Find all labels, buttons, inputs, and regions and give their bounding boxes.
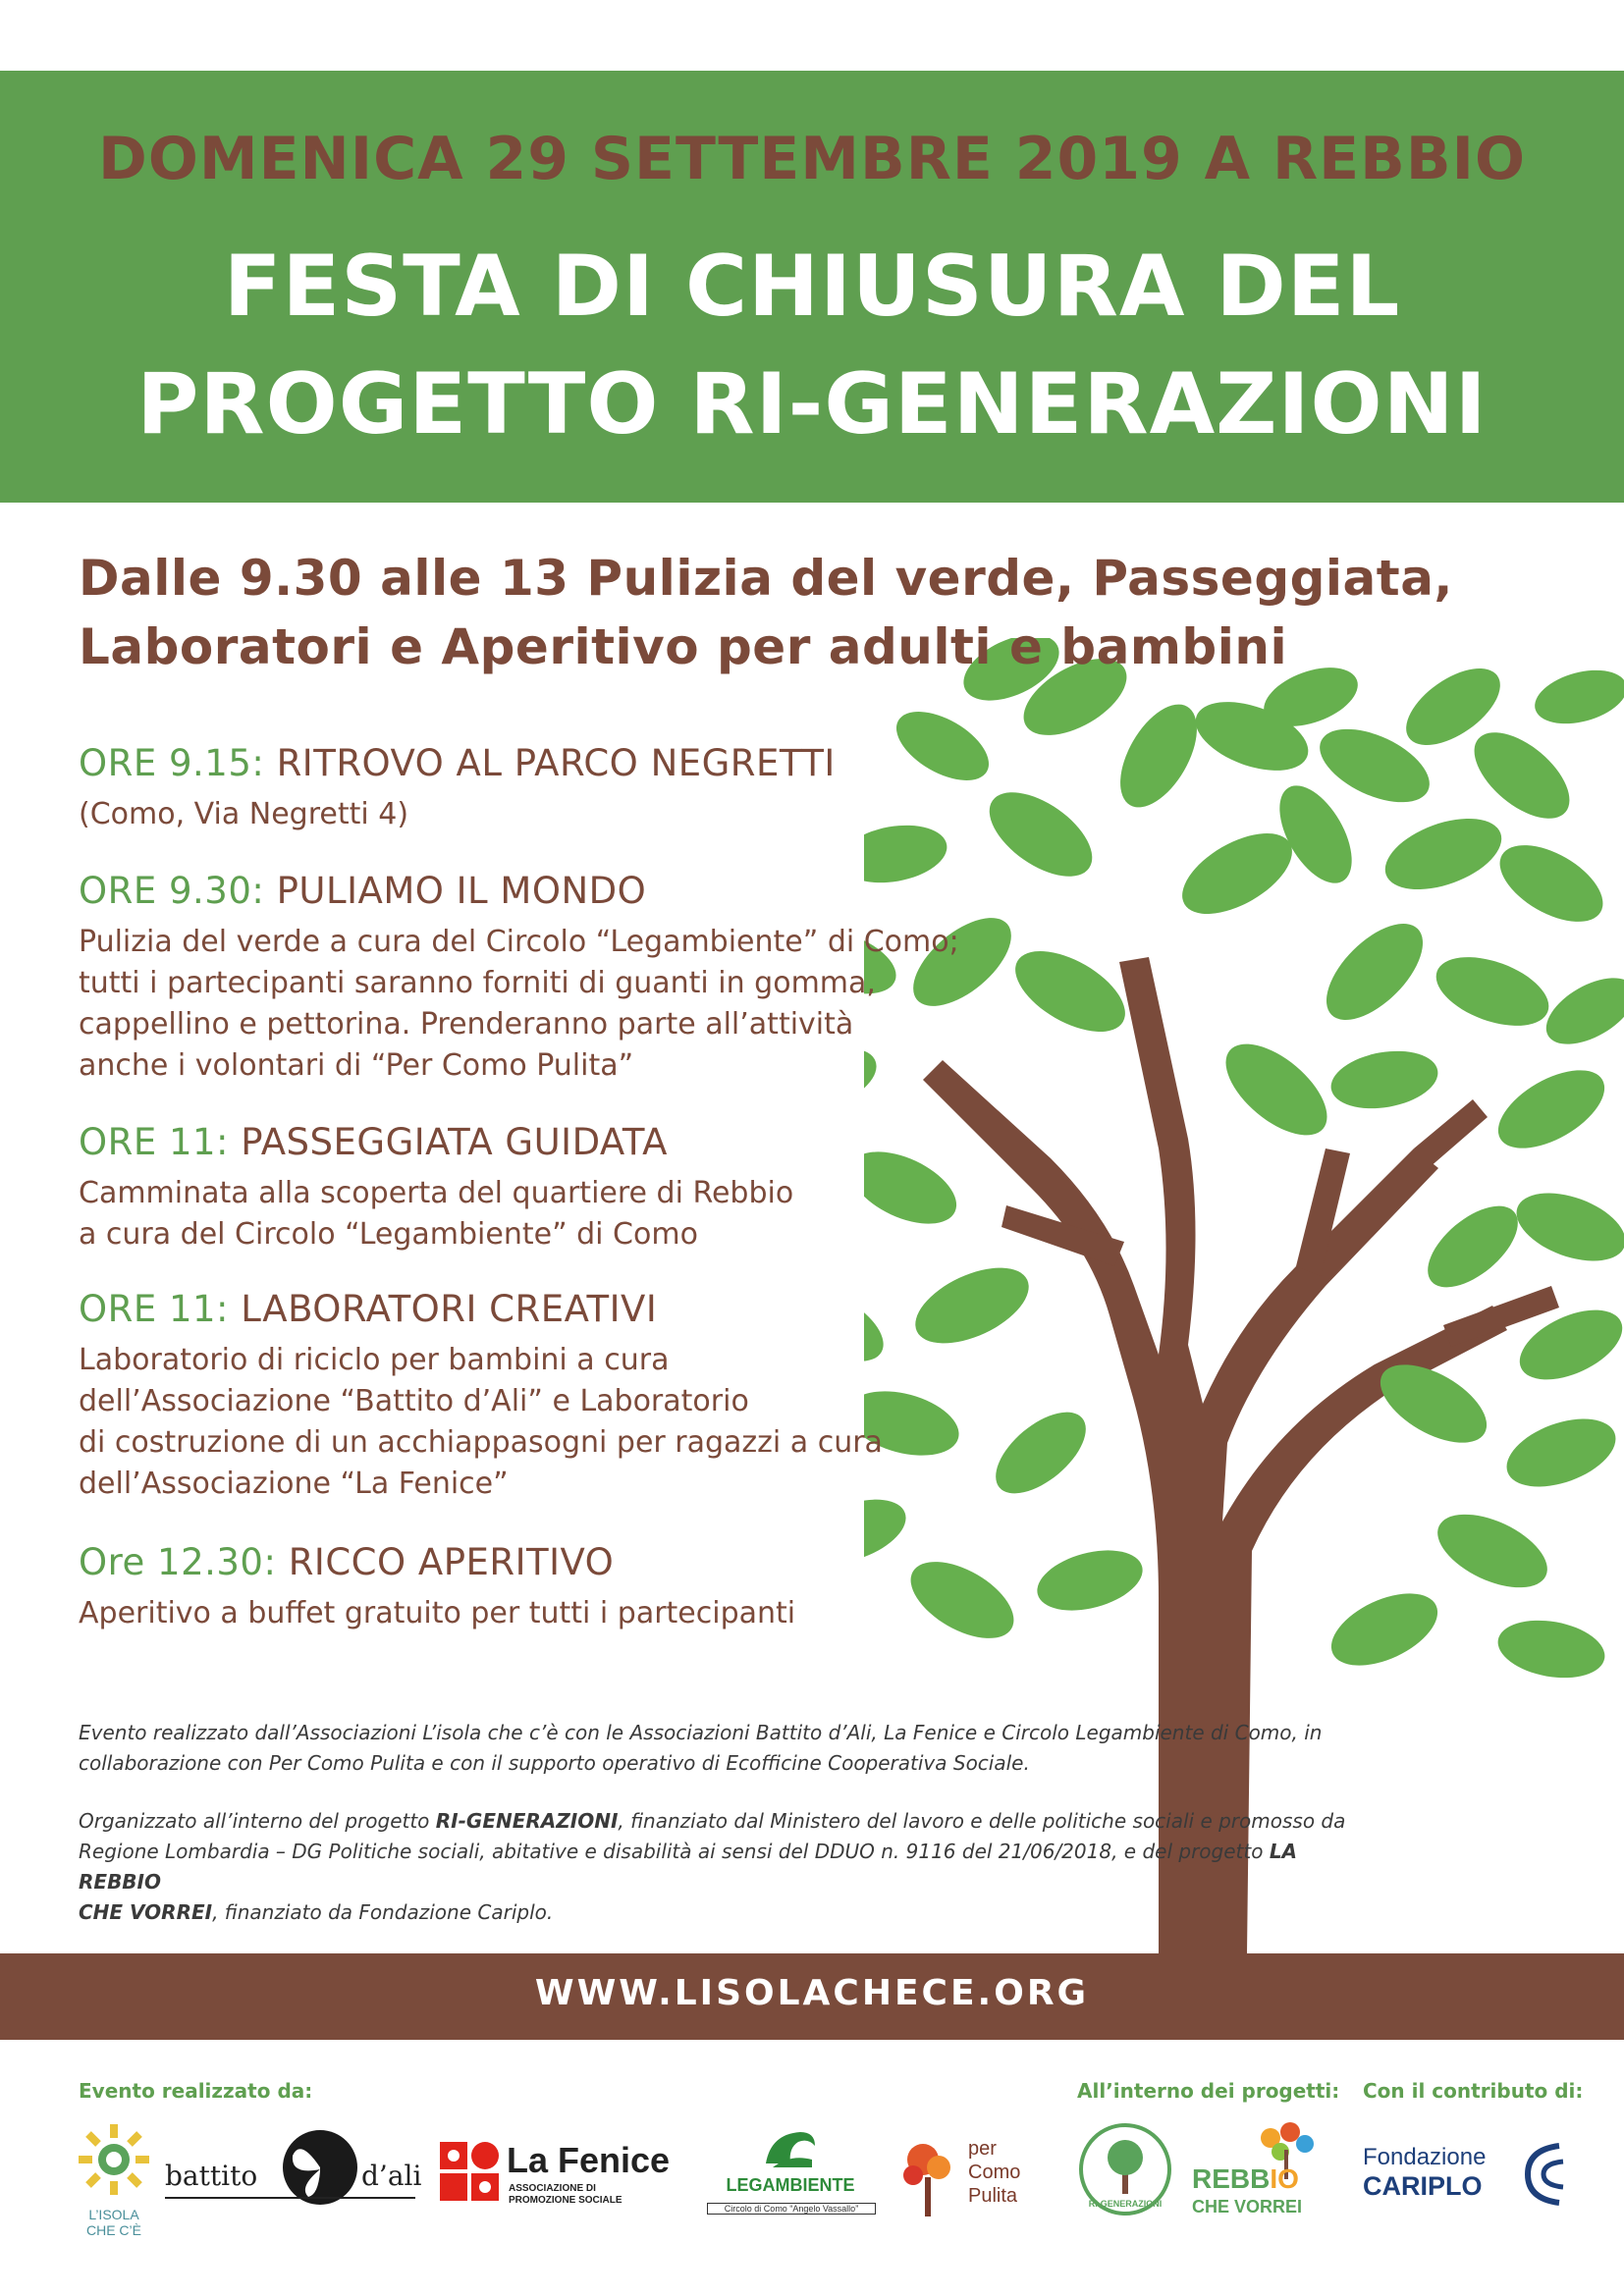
program-title: PASSEGGIATA GUIDATA	[241, 1121, 668, 1163]
logo-battito-dali: battito d’ali	[163, 2128, 418, 2226]
sun-icon	[75, 2120, 153, 2199]
logo-fondazione-cariplo: Fondazione CARIPLO	[1363, 2140, 1589, 2228]
program-item	[79, 1288, 1060, 1505]
logo-isola-che-ce: L’ISOLA CHE C’È	[75, 2120, 153, 2258]
event-title-line2: PROGETTO RI-GENERAZIONI	[136, 355, 1488, 454]
credits-paragraph-1	[79, 1718, 1365, 1779]
logo-rebbio-che-vorrei: REBBIO CHE VORREI	[1192, 2120, 1329, 2228]
program-description: (Como, Via Negretti 4)	[79, 797, 409, 831]
program-time: ORE 9.30:	[79, 870, 265, 912]
logo-per-como-pulita: per Como Pulita	[895, 2128, 1053, 2226]
program-description: Camminata alla scoperta del quartiere di Rebbio a cura del Circolo “Legambiente” di Como	[79, 1176, 794, 1252]
label-contribution: Con il contributo di:	[1363, 2079, 1584, 2103]
program-item	[79, 742, 1060, 835]
program-time: ORE 11:	[79, 1288, 230, 1330]
program-title: LABORATORI CREATIVI	[241, 1288, 658, 1330]
swan-icon	[761, 2124, 820, 2173]
fenice-mark-icon	[438, 2140, 501, 2203]
program-time: ORE 9.15:	[79, 742, 265, 784]
logo-ri-generazioni: RI-GENERAZIONI	[1076, 2120, 1174, 2228]
credits-line: CHE VORREI, finanziato da Fondazione Cariplo.	[79, 1900, 554, 1924]
cariplo-mark-icon	[1520, 2140, 1569, 2209]
credits-line: Organizzato all’interno del progetto RI-GENERAZIONI, finanziato dal Ministero del lavoro e delle politiche sociali e promosso da	[79, 1809, 1346, 1833]
program-description: Pulizia del verde a cura del Circolo “Legambiente” di Como; tutti i partecipanti saranno forniti di guanti in gomma, cappellino e pettorina. Prenderanno parte all’attività anche i volontari di “Per Como Pulita”	[79, 925, 959, 1083]
program-item	[79, 870, 1060, 1087]
credits-line: collaborazione con Per Como Pulita e con il supporto operativo di Ecofficine Cooperativa Sociale.	[79, 1751, 1030, 1775]
program-time: Ore 12.30:	[79, 1541, 277, 1583]
tree-splash-icon	[895, 2138, 964, 2216]
program-title: RITROVO AL PARCO NEGRETTI	[276, 742, 836, 784]
event-date: DOMENICA 29 SETTEMBRE 2019 A REBBIO	[98, 125, 1526, 193]
credits-line: Regione Lombardia – DG Politiche sociali, abitative e disabilità ai sensi del DDUO n. 9116 del 21/06/2018, e del progetto LA REBBIO	[79, 1840, 1298, 1894]
credits-paragraph-2	[79, 1806, 1365, 1928]
website-link[interactable]: WWW.LISOLACHECE.ORG	[534, 1973, 1090, 2013]
program-time: ORE 11:	[79, 1121, 230, 1163]
logo-la-fenice: La Fenice ASSOCIAZIONE DI PROMOZIONE SOCIALE	[438, 2140, 693, 2218]
program-title: RICCO APERITIVO	[288, 1541, 615, 1583]
footer-bar	[0, 1953, 1624, 2040]
label-projects: All’interno dei progetti:	[1077, 2079, 1340, 2103]
intro-line2: Laboratori e Aperitivo per adulti e bambini	[79, 618, 1288, 675]
program-description: Aperitivo a buffet gratuito per tutti i partecipanti	[79, 1596, 796, 1630]
program-description: Laboratorio di riciclo per bambini a cura dell’Associazione “Battito d’Ali” e Laboratorio di costruzione di un acchiappasogni per ragazzi a cura dell’Associazione “La Fenice”	[79, 1343, 883, 1501]
event-title-line1: FESTA DI CHIUSURA DEL	[223, 238, 1401, 336]
butterfly-icon	[281, 2128, 359, 2207]
header-banner	[0, 71, 1624, 503]
program-title: PULIAMO IL MONDO	[276, 870, 647, 912]
label-event-by: Evento realizzato da:	[79, 2079, 313, 2103]
program-item	[79, 1541, 1060, 1634]
credits-line: Evento realizzato dall’Associazioni L’isola che c’è con le Associazioni Battito d’Ali, La Fenice e Circolo Legambiente di Como, in	[79, 1721, 1323, 1744]
logo-legambiente: LEGAMBIENTE Circolo di Como “Angelo Vassallo”	[707, 2124, 874, 2222]
program-item	[79, 1121, 1060, 1255]
intro-line1: Dalle 9.30 alle 13 Pulizia del verde, Passeggiata,	[79, 550, 1453, 607]
